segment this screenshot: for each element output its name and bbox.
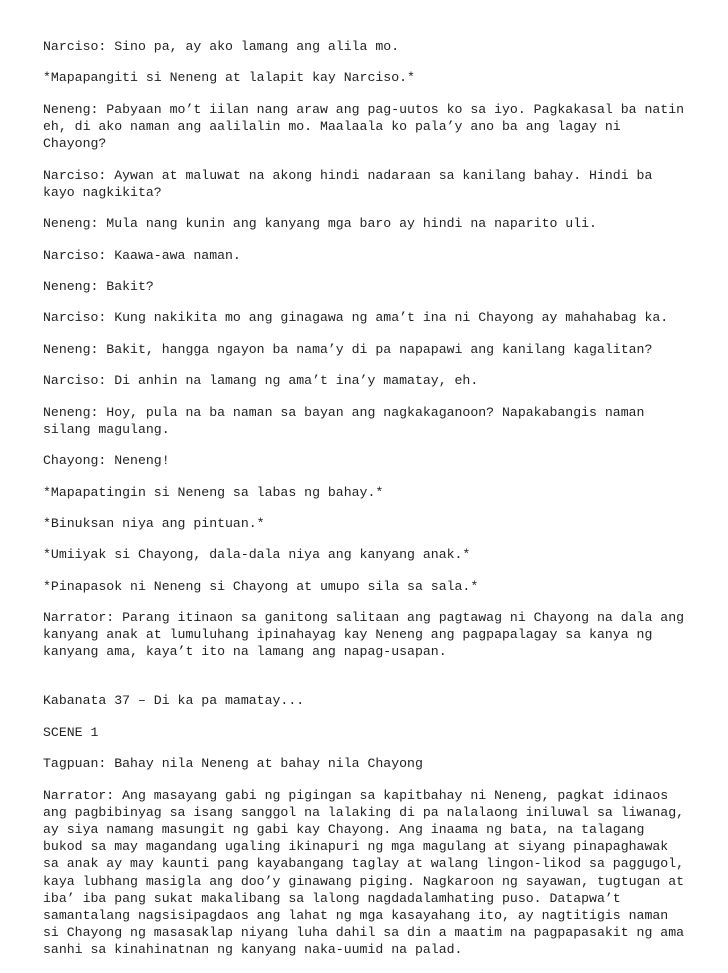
- text-line: Narrator: Ang masayang gabi ng pigingan sa kapitbahay ni Neneng, pagkat idinaos: [43, 787, 669, 803]
- paragraph: [43, 69, 693, 86]
- text-line: *Binuksan niya ang pintuan.*: [43, 515, 265, 531]
- paragraph: [43, 787, 693, 959]
- paragraph: [43, 484, 693, 501]
- text-line: Narciso: Kung nakikita mo ang ginagawa ng ama’t ina ni Chayong ay mahahabag ka.: [43, 310, 669, 326]
- paragraph: [43, 167, 693, 201]
- text-line: Tagpuan: Bahay nila Neneng at bahay nila Chayong: [43, 756, 423, 772]
- text-line: eh, di ako naman ang aalilalin mo. Maalaala ko pala’y ano ba ang lagay ni: [43, 118, 621, 134]
- text-line: Neneng: Bakit, hangga ngayon ba nama’y di pa napapawi ang kanilang kagalitan?: [43, 341, 653, 357]
- text-line: ang pagbibinyag sa isang sanggol na lalaking di pa nalalaong iniluwal sa liwanag,: [43, 804, 685, 820]
- text-line: Narciso: Di anhin na lamang ng ama’t ina’y mamatay, eh.: [43, 373, 479, 389]
- text-line: sa anak ay may kaunti pang kayabangang taglay at walang lingon-likod sa paggugol,: [43, 856, 685, 872]
- paragraph: [43, 578, 693, 595]
- paragraph: [43, 692, 693, 709]
- text-line: kayo nagkikita?: [43, 184, 162, 200]
- text-line: Kabanata 37 – Di ka pa mamatay...: [43, 693, 305, 709]
- text-line: sanhi sa kinahinatnan ng kanyang naka-uumid na palad.: [43, 942, 463, 958]
- paragraph: [43, 724, 693, 741]
- text-line: SCENE 1: [43, 724, 99, 740]
- text-line: Neneng: Pabyaan mo’t iilan nang araw ang pag-uutos ko sa iyo. Pagkakasal ba natin: [43, 101, 685, 117]
- text-line: kaya lubhang masigla ang doo’y ginawang piging. Nagkaroon ng sayawan, tugtugan at: [43, 873, 685, 889]
- text-line: samantalang nagsisipagdaos ang lahat ng mga kasayahang ito, ay nagtitigis naman: [43, 908, 669, 924]
- paragraph: [43, 755, 693, 772]
- text-line: *Pinapasok ni Neneng si Chayong at umupo sila sa sala.*: [43, 578, 479, 594]
- paragraph: [43, 341, 693, 358]
- text-line: Neneng: Hoy, pula na ba naman sa bayan ang nagkakaganoon? Napakabangis naman: [43, 404, 645, 420]
- text-line: kanyang anak at lumuluhang ipinahayag kay Neneng ang pagpapalagay sa kanya ng: [43, 627, 653, 643]
- document-page: [43, 38, 693, 973]
- text-line: *Mapapangiti si Neneng at lalapit kay Narciso.*: [43, 70, 415, 86]
- text-line: bukod sa may magandang ugaling ikinapuri ng mga magulang at siyang pinapaghawak: [43, 839, 669, 855]
- paragraph: [43, 247, 693, 264]
- paragraph: [43, 278, 693, 295]
- text-line: iba’ iba pang sukat makalibang sa lalong nagdadalamhating puso. Datapwa’t: [43, 890, 621, 906]
- text-line: Narciso: Kaawa-awa naman.: [43, 247, 241, 263]
- paragraph: [43, 372, 693, 389]
- text-line: *Mapapatingin si Neneng sa labas ng bahay.*: [43, 484, 384, 500]
- text-line: si Chayong ng masasaklap niyang luha dahil sa din a maatim na pagpapasakit ng ama: [43, 925, 685, 941]
- paragraph: [43, 452, 693, 469]
- text-line: kanyang ama, kaya’t ito na lamang ang napag-usapan.: [43, 644, 447, 660]
- paragraph: [43, 609, 693, 661]
- paragraph: [43, 101, 693, 153]
- text-line: ay siya namang masungit ng gabi kay Chayong. Ang inaama ng bata, na talagang: [43, 822, 645, 838]
- text-line: Narrator: Parang itinaon sa ganitong salitaan ang pagtawag ni Chayong na dala ang: [43, 610, 685, 626]
- paragraph: [43, 309, 693, 326]
- paragraph: [43, 546, 693, 563]
- text-line: Narciso: Aywan at maluwat na akong hindi nadaraan sa kanilang bahay. Hindi ba: [43, 167, 653, 183]
- text-line: Chayong?: [43, 136, 107, 152]
- paragraph: [43, 404, 693, 438]
- paragraph: [43, 38, 693, 55]
- text-line: *Umiiyak si Chayong, dala-dala niya ang kanyang anak.*: [43, 547, 471, 563]
- text-line: Neneng: Mula nang kunin ang kanyang mga baro ay hindi na naparito uli.: [43, 216, 597, 232]
- text-line: Neneng: Bakit?: [43, 278, 154, 294]
- text-line: Chayong: Neneng!: [43, 453, 170, 469]
- paragraph: [43, 515, 693, 532]
- paragraph: [43, 215, 693, 232]
- text-line: Narciso: Sino pa, ay ako lamang ang alila mo.: [43, 39, 400, 54]
- text-line: silang magulang.: [43, 421, 170, 437]
